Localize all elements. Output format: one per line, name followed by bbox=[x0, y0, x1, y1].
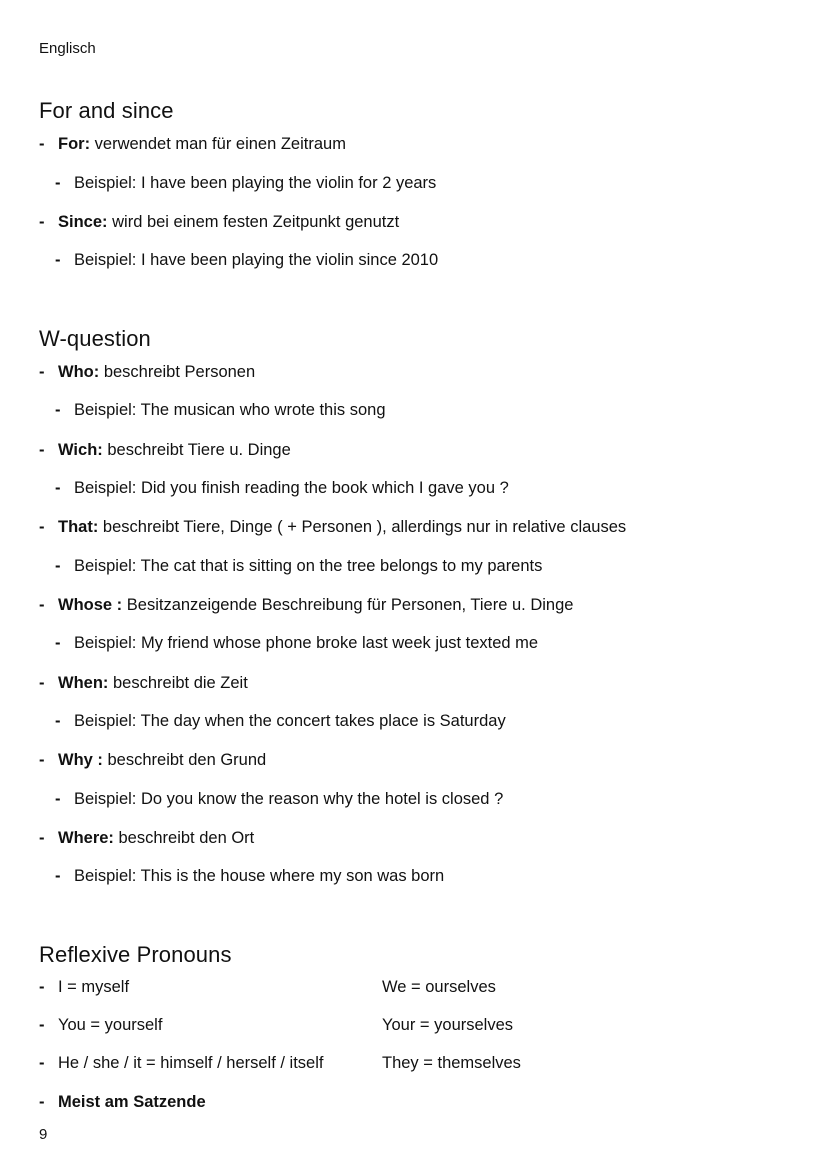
bullet-dash: - bbox=[55, 174, 61, 192]
pronoun-singular: I = myself bbox=[58, 978, 130, 996]
keyword: Where: bbox=[58, 829, 114, 847]
pronoun-plural: Your = yourselves bbox=[382, 1016, 514, 1034]
description: beschreibt Tiere, Dinge ( + Personen ), allerdings nur in relative clauses bbox=[98, 518, 627, 536]
bullet-dash: - bbox=[55, 790, 61, 808]
bullet-dash: - bbox=[39, 1016, 45, 1034]
bullet-dash: - bbox=[55, 867, 61, 885]
bullet-dash: - bbox=[39, 363, 45, 381]
bullet-dash: - bbox=[39, 1093, 45, 1111]
description: wird bei einem festen Zeitpunkt genutzt bbox=[107, 213, 400, 231]
description: beschreibt den Ort bbox=[113, 829, 255, 847]
note-text: Meist am Satzende bbox=[58, 1093, 206, 1111]
description: beschreibt Personen bbox=[99, 363, 256, 381]
keyword: For: bbox=[58, 135, 91, 153]
bullet-dash: - bbox=[55, 479, 61, 497]
description: beschreibt Tiere u. Dinge bbox=[102, 441, 291, 459]
example-text: Beispiel: Did you finish reading the book which I gave you ? bbox=[74, 479, 509, 497]
description: beschreibt den Grund bbox=[102, 751, 267, 769]
keyword: Who: bbox=[58, 363, 100, 381]
bullet-dash: - bbox=[39, 135, 45, 153]
keyword: That: bbox=[58, 518, 99, 536]
example-text: Beispiel: This is the house where my son was born bbox=[74, 867, 445, 885]
description: verwendet man für einen Zeitraum bbox=[90, 135, 346, 153]
example-text: Beispiel: I have been playing the violin for 2 years bbox=[74, 174, 437, 192]
keyword: Whose : bbox=[58, 596, 123, 614]
keyword: Wich: bbox=[58, 441, 103, 459]
bullet-dash: - bbox=[55, 251, 61, 269]
pronoun-plural: We = ourselves bbox=[382, 978, 496, 996]
example-text: Beispiel: The cat that is sitting on the tree belongs to my parents bbox=[74, 557, 543, 575]
example-text: Beispiel: Do you know the reason why the hotel is closed ? bbox=[74, 790, 504, 808]
pronoun-singular: He / she / it = himself / herself / itself bbox=[58, 1054, 324, 1072]
section-title-w-question: W-question bbox=[39, 326, 151, 351]
bullet-dash: - bbox=[39, 1054, 45, 1072]
pronoun-singular: You = yourself bbox=[58, 1016, 163, 1034]
keyword: Why : bbox=[58, 751, 103, 769]
example-text: Beispiel: I have been playing the violin since 2010 bbox=[74, 251, 439, 269]
example-text: Beispiel: The day when the concert takes place is Saturday bbox=[74, 712, 506, 730]
bullet-dash: - bbox=[39, 596, 45, 614]
section-title-for-since: For and since bbox=[39, 98, 174, 123]
section-title-reflexive-pronouns: Reflexive Pronouns bbox=[39, 942, 232, 967]
example-text: Beispiel: The musican who wrote this song bbox=[74, 401, 386, 419]
bullet-dash: - bbox=[39, 978, 45, 996]
bullet-dash: - bbox=[39, 751, 45, 769]
description: Besitzanzeigende Beschreibung für Personen, Tiere u. Dinge bbox=[122, 596, 574, 614]
example-text: Beispiel: My friend whose phone broke last week just texted me bbox=[74, 634, 539, 652]
bullet-dash: - bbox=[39, 674, 45, 692]
subject-label: Englisch bbox=[39, 40, 96, 57]
page-number: 9 bbox=[39, 1126, 48, 1143]
bullet-dash: - bbox=[39, 213, 45, 231]
keyword: Since: bbox=[58, 213, 108, 231]
keyword: When: bbox=[58, 674, 109, 692]
pronoun-plural: They = themselves bbox=[382, 1054, 521, 1072]
description: beschreibt die Zeit bbox=[108, 674, 248, 692]
bullet-dash: - bbox=[55, 557, 61, 575]
bullet-dash: - bbox=[55, 401, 61, 419]
bullet-dash: - bbox=[39, 441, 45, 459]
bullet-dash: - bbox=[39, 829, 45, 847]
bullet-dash: - bbox=[39, 518, 45, 536]
bullet-dash: - bbox=[55, 634, 61, 652]
bullet-dash: - bbox=[55, 712, 61, 730]
